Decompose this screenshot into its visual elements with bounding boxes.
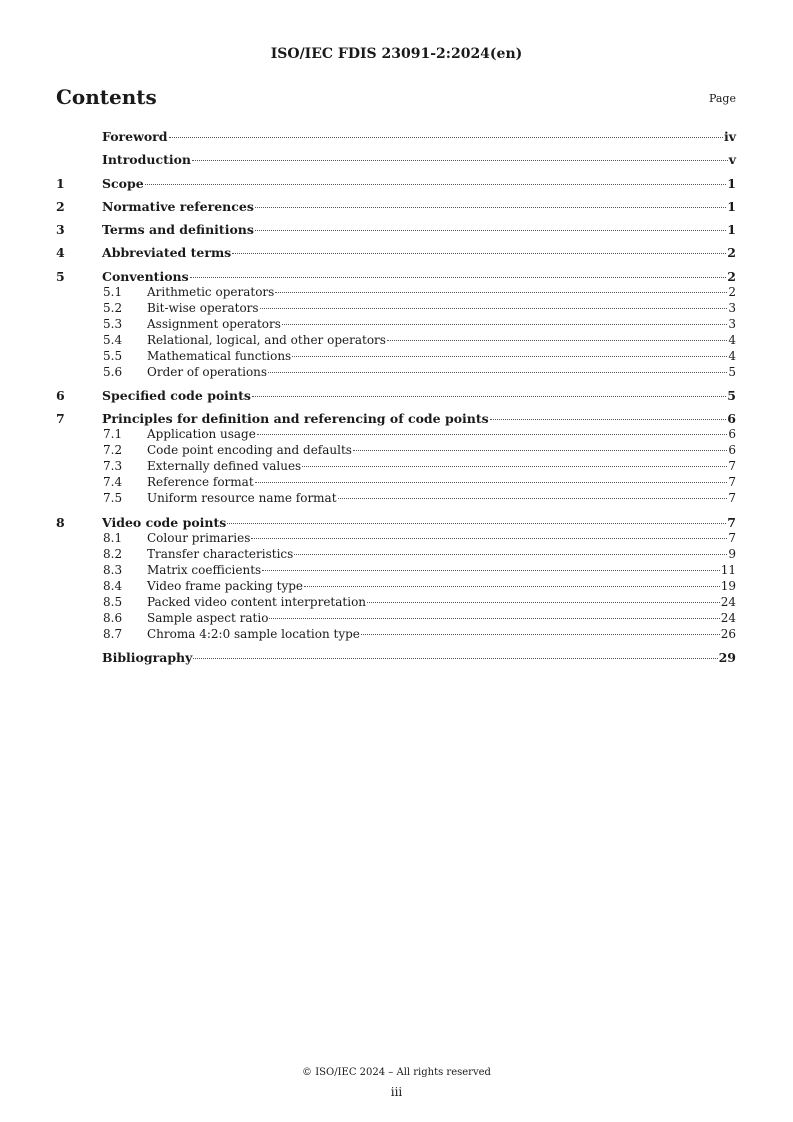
toc-entry[interactable] bbox=[56, 388, 736, 404]
toc-entry[interactable] bbox=[56, 531, 736, 547]
toc-entry[interactable] bbox=[56, 443, 736, 459]
toc-entry-title: Externally defined values bbox=[147, 459, 302, 474]
toc-entry[interactable] bbox=[56, 199, 736, 215]
toc-entry[interactable] bbox=[56, 515, 736, 531]
toc-entry-title: Video code points bbox=[102, 514, 227, 530]
toc-entry-number: 5.5 bbox=[103, 348, 123, 363]
dot-leader bbox=[292, 356, 727, 357]
toc-entry-page: 7 bbox=[727, 514, 736, 530]
dot-leader bbox=[262, 570, 720, 571]
dot-leader bbox=[227, 523, 726, 524]
toc-entry-page: 6 bbox=[728, 427, 736, 442]
toc-entry[interactable] bbox=[56, 547, 736, 563]
dot-leader bbox=[268, 372, 727, 373]
toc-entry[interactable] bbox=[56, 317, 736, 333]
toc-entry-number: 7.3 bbox=[103, 459, 123, 474]
toc-entry-title: Bit-wise operators bbox=[147, 300, 259, 315]
dot-leader bbox=[294, 554, 727, 555]
toc-entry-number: 8.1 bbox=[103, 530, 123, 545]
copyright-notice: © ISO/IEC 2024 – All rights reserved bbox=[302, 1067, 491, 1078]
toc-entry[interactable] bbox=[56, 349, 736, 365]
toc-entry-number: 8.6 bbox=[103, 610, 123, 625]
toc-entry-page: 1 bbox=[727, 175, 736, 191]
toc-entry[interactable] bbox=[56, 269, 736, 285]
toc-entry-page: v bbox=[728, 152, 736, 168]
dot-leader bbox=[302, 466, 727, 467]
toc-entry[interactable] bbox=[56, 627, 736, 643]
toc-entry[interactable] bbox=[56, 152, 736, 168]
toc-entry-number: 3 bbox=[56, 222, 65, 238]
toc-entry-page: 4 bbox=[728, 348, 736, 363]
toc-entry-number: 7.2 bbox=[103, 443, 123, 458]
dot-leader bbox=[260, 308, 728, 309]
toc-entry-page: 2 bbox=[727, 268, 736, 284]
table-of-contents bbox=[56, 129, 736, 666]
toc-entry[interactable] bbox=[56, 365, 736, 381]
toc-entry-title: Conventions bbox=[102, 268, 189, 284]
toc-entry-title: Assignment operators bbox=[147, 316, 281, 331]
toc-entry[interactable] bbox=[56, 611, 736, 627]
toc-entry-page: 2 bbox=[727, 245, 736, 261]
toc-entry-title: Chroma 4:2:0 sample location type bbox=[147, 626, 360, 641]
toc-entry[interactable] bbox=[56, 333, 736, 349]
dot-leader bbox=[282, 324, 727, 325]
toc-entry[interactable] bbox=[56, 459, 736, 475]
toc-entry-page: 1 bbox=[727, 222, 736, 238]
toc-entry-page: 2 bbox=[728, 284, 736, 299]
toc-entry-page: iv bbox=[723, 129, 736, 144]
toc-entry-page: 4 bbox=[728, 332, 736, 347]
dot-leader bbox=[338, 498, 728, 499]
toc-entry[interactable] bbox=[56, 176, 736, 192]
toc-entry-number: 5.2 bbox=[103, 300, 123, 315]
dot-leader bbox=[251, 538, 727, 539]
dot-leader bbox=[367, 602, 720, 603]
toc-entry-title: Scope bbox=[102, 175, 144, 191]
dot-leader bbox=[269, 618, 719, 619]
toc-entry-page: 3 bbox=[728, 316, 736, 331]
toc-entry-title: Matrix coefficients bbox=[147, 562, 262, 577]
contents-title: Contents bbox=[56, 85, 157, 109]
toc-entry-page: 24 bbox=[720, 610, 736, 625]
dot-leader bbox=[255, 207, 726, 208]
toc-entry-title: Arithmetic operators bbox=[147, 284, 275, 299]
dot-leader bbox=[252, 396, 726, 397]
toc-entry-page: 24 bbox=[720, 594, 736, 609]
toc-entry[interactable] bbox=[56, 222, 736, 238]
toc-entry-number: 8 bbox=[56, 514, 65, 530]
toc-entry-page: 6 bbox=[728, 443, 736, 458]
toc-entry-number: 8.7 bbox=[103, 626, 123, 641]
toc-entry-number: 7.4 bbox=[103, 475, 123, 490]
toc-entry-page: 7 bbox=[728, 459, 736, 474]
toc-entry-page: 26 bbox=[720, 626, 736, 641]
toc-entry-title: Specified code points bbox=[102, 388, 251, 404]
dot-leader bbox=[257, 434, 728, 435]
toc-entry-number: 7.5 bbox=[103, 491, 123, 506]
toc-entry-number: 6 bbox=[56, 388, 65, 404]
toc-entry-page: 9 bbox=[728, 546, 736, 561]
toc-entry-title: Uniform resource name format bbox=[147, 491, 337, 506]
toc-entry-number: 8.5 bbox=[103, 594, 123, 609]
toc-entry-title: Foreword bbox=[102, 129, 168, 144]
toc-entry-number: 5 bbox=[56, 268, 65, 284]
toc-entry-number: 2 bbox=[56, 198, 65, 214]
toc-entry-title: Video frame packing type bbox=[147, 578, 304, 593]
toc-entry[interactable] bbox=[56, 563, 736, 579]
document-id-header: ISO/IEC FDIS 23091-2:2024(en) bbox=[270, 46, 523, 62]
toc-entry[interactable] bbox=[56, 411, 736, 427]
toc-entry-title: Code point encoding and defaults bbox=[147, 443, 352, 458]
toc-entry-number: 5.1 bbox=[103, 284, 123, 299]
toc-entry-number: 5.6 bbox=[103, 364, 123, 379]
dot-leader bbox=[192, 160, 728, 161]
toc-entry[interactable] bbox=[56, 427, 736, 443]
toc-entry[interactable] bbox=[56, 491, 736, 507]
toc-entry[interactable] bbox=[56, 650, 736, 666]
toc-entry[interactable] bbox=[56, 579, 736, 595]
toc-entry-title: Colour primaries bbox=[147, 530, 251, 545]
toc-entry-number: 8.4 bbox=[103, 578, 123, 593]
toc-entry[interactable] bbox=[56, 285, 736, 301]
dot-leader bbox=[255, 482, 728, 483]
toc-entry-page: 11 bbox=[720, 562, 736, 577]
toc-entry-title: Normative references bbox=[102, 198, 254, 214]
toc-entry-title: Reference format bbox=[147, 475, 254, 490]
dot-leader bbox=[387, 340, 727, 341]
toc-entry-number: 8.3 bbox=[103, 562, 123, 577]
toc-entry[interactable] bbox=[56, 595, 736, 611]
toc-entry-title: Terms and definitions bbox=[102, 222, 254, 238]
toc-entry-title: Principles for definition and referencing of code points bbox=[102, 411, 489, 427]
toc-entry[interactable] bbox=[56, 245, 736, 261]
toc-entry-number: 1 bbox=[56, 175, 65, 191]
toc-entry-page: 29 bbox=[718, 649, 736, 665]
toc-entry-page: 7 bbox=[728, 491, 736, 506]
toc-entry-title: Mathematical functions bbox=[147, 348, 292, 363]
dot-leader bbox=[275, 292, 727, 293]
toc-entry-page: 7 bbox=[728, 475, 736, 490]
dot-leader bbox=[145, 184, 727, 185]
dot-leader bbox=[304, 586, 720, 587]
dot-leader bbox=[361, 634, 720, 635]
toc-entry-page: 7 bbox=[728, 530, 736, 545]
toc-entry-number: 4 bbox=[56, 245, 65, 261]
toc-entry-page: 3 bbox=[728, 300, 736, 315]
toc-entry-number: 7 bbox=[56, 411, 65, 427]
page-number: iii bbox=[390, 1085, 403, 1099]
toc-entry-number: 5.3 bbox=[103, 316, 123, 331]
toc-entry-title: Order of operations bbox=[147, 364, 268, 379]
dot-leader bbox=[255, 230, 726, 231]
dot-leader bbox=[169, 137, 723, 138]
toc-entry-title: Bibliography bbox=[102, 649, 193, 665]
toc-entry-page: 1 bbox=[727, 198, 736, 214]
toc-entry-title: Introduction bbox=[102, 152, 192, 168]
dot-leader bbox=[190, 277, 727, 278]
toc-entry-title: Application usage bbox=[147, 427, 256, 442]
toc-entry-title: Packed video content interpretation bbox=[147, 594, 367, 609]
toc-entry-title: Relational, logical, and other operators bbox=[147, 332, 386, 347]
page-column-label: Page bbox=[708, 92, 736, 105]
toc-entry-page: 5 bbox=[728, 364, 736, 379]
toc-entry-page: 6 bbox=[727, 411, 736, 427]
dot-leader bbox=[232, 253, 726, 254]
toc-entry-number: 5.4 bbox=[103, 332, 123, 347]
toc-entry-number: 7.1 bbox=[103, 427, 123, 442]
toc-entry-page: 5 bbox=[727, 388, 736, 404]
toc-entry-title: Transfer characteristics bbox=[147, 546, 294, 561]
toc-entry-number: 8.2 bbox=[103, 546, 123, 561]
toc-entry-title: Sample aspect ratio bbox=[147, 610, 269, 625]
toc-entry-title: Abbreviated terms bbox=[102, 245, 232, 261]
toc-entry[interactable] bbox=[56, 129, 736, 145]
toc-entry[interactable] bbox=[56, 475, 736, 491]
toc-entry[interactable] bbox=[56, 301, 736, 317]
dot-leader bbox=[353, 450, 727, 451]
dot-leader bbox=[490, 419, 727, 420]
dot-leader bbox=[193, 658, 717, 659]
toc-entry-page: 19 bbox=[720, 578, 736, 593]
